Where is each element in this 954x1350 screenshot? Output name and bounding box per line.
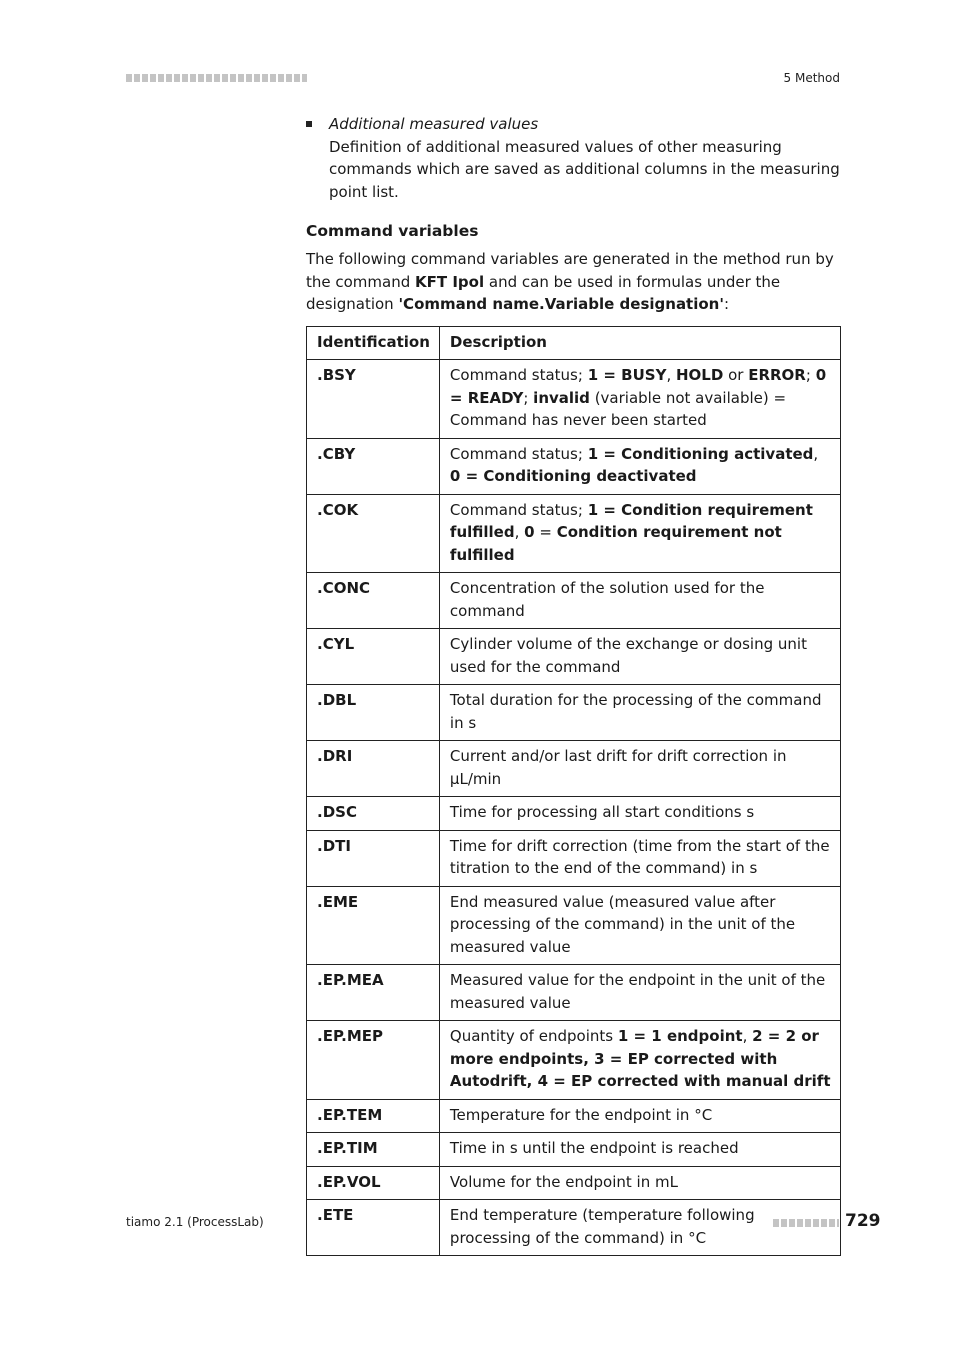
description-segment: Measured value for the endpoint in the unit of the measured value [449, 971, 826, 1012]
variable-description [439, 494, 840, 573]
variable-identification: .EP.MEP [307, 1021, 440, 1100]
description-segment: Temperature for the endpoint in °C [449, 1105, 713, 1124]
description-segment: (variable not available) = Command has never been started [449, 388, 787, 429]
table-row [307, 573, 841, 629]
bullet-title: Additional measured values [329, 115, 539, 133]
description-segment: Volume for the endpoint in mL [449, 1172, 678, 1191]
table-header-row [307, 326, 841, 360]
intro-command-name: KFT Ipol [415, 272, 485, 291]
variable-identification: .DBL [307, 685, 440, 741]
variable-identification: .EP.TEM [307, 1099, 440, 1133]
description-segment: , [742, 1027, 753, 1045]
variable-identification: .EP.VOL [307, 1166, 440, 1200]
description-segment: 1 = Condition requirement fulfilled [449, 500, 813, 541]
table-row [307, 886, 841, 965]
description-segment: End temperature (temperature following processing of the command) in °C [449, 1206, 755, 1247]
description-segment: = [534, 523, 557, 541]
description-segment: 2 = 2 or more endpoints, 3 = EP corrected with Autodrift, 4 = EP corrected with manual drift [449, 1027, 831, 1090]
bullet-text: Definition of additional measured values of other measuring commands which are saved as additional columns in the measuring point list. [329, 137, 840, 201]
description-segment: Command status; [449, 500, 588, 519]
variable-description [439, 797, 840, 831]
description-segment: Concentration of the solution used for the command [449, 579, 765, 620]
variable-identification: .DRI [307, 741, 440, 797]
variable-identification: .DSC [307, 797, 440, 831]
description-segment: 0 [524, 523, 535, 541]
variable-description [439, 1133, 840, 1167]
variable-identification: .EME [307, 886, 440, 965]
description-segment: Current and/or last drift for drift correction in µL/min [449, 747, 787, 788]
variable-identification: .COK [307, 494, 440, 573]
description-segment: 1 = BUSY [587, 366, 667, 384]
description-segment: 0 = READY [449, 366, 827, 407]
variable-identification: .CYL [307, 629, 440, 685]
variable-identification: .ETE [307, 1200, 440, 1256]
table-row [307, 629, 841, 685]
variable-description [439, 438, 840, 494]
variable-description [439, 629, 840, 685]
table-row [307, 830, 841, 886]
table-row [307, 494, 841, 573]
intro-paragraph [306, 248, 841, 316]
table-row [307, 438, 841, 494]
section-header: 5 Method [783, 71, 840, 85]
header-identification: Identification [307, 326, 440, 360]
table-row [307, 360, 841, 439]
description-segment: 0 = Conditioning deactivated [449, 467, 697, 485]
footer-decoration [773, 1219, 839, 1227]
description-segment: Time for drift correction (time from the start of the titration to the end of the command) in s [449, 836, 830, 877]
description-segment: 1 = Conditioning activated [587, 444, 814, 463]
variable-identification: .EP.MEA [307, 965, 440, 1021]
description-segment: HOLD [675, 366, 724, 384]
description-segment: , [666, 366, 676, 384]
header-decoration [126, 74, 307, 82]
table-row [307, 1021, 841, 1100]
variable-description [439, 1021, 840, 1100]
variables-table [306, 326, 841, 1257]
description-segment: Time in s until the endpoint is reached [449, 1139, 739, 1157]
description-segment: Command status; [449, 444, 588, 463]
variable-description [439, 1099, 840, 1133]
table-row [307, 1099, 841, 1133]
table-row [307, 797, 841, 831]
intro-text-3: : [723, 295, 730, 313]
description-segment: End measured value (measured value after processing of the command) in the unit of the measured value [449, 892, 796, 956]
variable-description [439, 573, 840, 629]
variable-description [439, 1200, 840, 1256]
main-content [306, 113, 841, 1256]
variable-description [439, 685, 840, 741]
description-segment: Quantity of endpoints [449, 1027, 618, 1045]
description-segment: , [514, 523, 525, 541]
variable-identification: .CONC [307, 573, 440, 629]
description-segment: Cylinder volume of the exchange or dosing unit used for the command [449, 635, 807, 676]
table-row [307, 741, 841, 797]
description-segment: Total duration for the processing of the command in s [449, 691, 822, 732]
table-row [307, 685, 841, 741]
section-title: Command variables [306, 222, 479, 240]
description-segment: ; [523, 388, 534, 407]
header-description: Description [439, 326, 840, 360]
variable-description [439, 965, 840, 1021]
description-segment: ; [805, 366, 816, 384]
description-segment: or [723, 366, 749, 384]
description-segment: Time for processing all start conditions s [449, 803, 755, 821]
variable-identification: .CBY [307, 438, 440, 494]
table-row [307, 1200, 841, 1256]
description-segment: invalid [533, 388, 590, 407]
table-row [307, 1166, 841, 1200]
intro-designation: 'Command name.Variable designation' [398, 295, 724, 313]
bullet-square-icon [306, 121, 312, 127]
description-segment: 1 = 1 endpoint [617, 1027, 743, 1045]
variable-description [439, 886, 840, 965]
variable-identification: .BSY [307, 360, 440, 439]
variable-identification: .DTI [307, 830, 440, 886]
page-number: 729 [845, 1211, 881, 1231]
bullet-item [306, 113, 841, 203]
intro-text-2: and can be used in formulas under the designation [306, 272, 781, 313]
variable-description [439, 360, 840, 439]
description-segment: Command status; [449, 366, 588, 384]
variable-description [439, 830, 840, 886]
table-body [307, 360, 841, 1256]
description-segment: Condition requirement not fulfilled [449, 523, 782, 564]
description-segment: , [813, 444, 819, 463]
variable-description [439, 1166, 840, 1200]
variable-identification: .EP.TIM [307, 1133, 440, 1167]
description-segment: ERROR [748, 366, 806, 384]
footer-product: tiamo 2.1 (ProcessLab) [126, 1215, 264, 1229]
intro-text-1: The following command variables are generated in the method run by the command [306, 250, 834, 291]
variable-description [439, 741, 840, 797]
table-row [307, 965, 841, 1021]
table-row [307, 1133, 841, 1167]
